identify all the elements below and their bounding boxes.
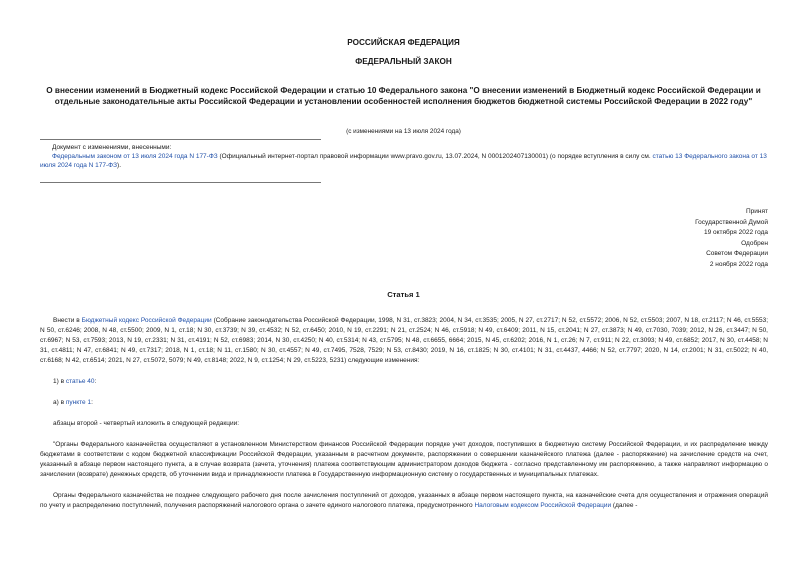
- divider-bottom: [40, 182, 321, 183]
- changes-label: Документ с изменениями, внесенными:: [52, 144, 172, 151]
- budget-code-link[interactable]: Бюджетный кодекс Российской Федерации: [81, 317, 212, 324]
- subitem-a-end: :: [91, 399, 93, 406]
- federal-law-177-link[interactable]: Федеральным законом от 13 июля 2024 года N 177-ФЗ: [52, 153, 218, 160]
- document-changes-info: [40, 143, 770, 170]
- paragraph-intro: [40, 316, 768, 366]
- paragraph-quoted-text: "Органы Федерального казначейства осуществляют в установленном Министерством финансов Российской Федерации порядке учет доходов, поступивших в бюджетную систему Российской Федерации, и их распределение между бюджетами в соответствии с кодом бюджетной классификации Российской Федерации, указанным в расчетном документе, распоряжении о совершении казначейского платежа (далее - распоряжение) на зачисление средств на счет, указанный в абзаце первом настоящего пункта, а в случае возврата (зачета, уточнения) платежа соответствующим администратором доходов бюджета - согласно представленному им распоряжению, а также направляют информацию о зачислении (возврате) денежных средств, об уточнении вида и принадлежности платежа в Государственную информационную систему о государственных и муниципальных платежах.: [40, 441, 768, 478]
- paragraph-treasury: [40, 491, 768, 511]
- law-heading: О внесении изменений в Бюджетный кодекс Российской Федерации и статью 10 Федерального закона "О внесении изменений в Бюджетный кодекс Российской Федерации и отдельные законодательные акты Российской Федерации и установлении особенностей исполнения бюджетов бюджетной системы Российской Федерации в 2022 году": [46, 86, 761, 106]
- paragraph-item-1: [40, 377, 768, 387]
- approved-date: 2 ноября 2022 года: [709, 260, 768, 268]
- adopted-date: 19 октября 2022 года: [703, 229, 768, 236]
- paragraph-intro-rest: (Собрание законодательства Российской Федерации, 1998, N 31, ст.3823; 2004, N 34, ст.3535; 2005, N 27, ст.2717; N 52, ст.5572; 2006, N 52, ст.5503; 2007, N 18, ст.2117; N 46, ст.5553; N 50, ст.6246; 2008, N 48, ст.5500; 2009, N 1, ст.18; N 30, ст.3739; N 39, ст.4532; N 52, ст.6450; 2010, N 19, ст.2291; N 21, ст.2524; N 46, ст.5918; N 49, ст.6409; 2011, N 15, ст.2041; N 27, ст.3873; N 49, ст.7030, 7039; 2012, N 26, ст.3447; N 50, ст.6967; N 53, ст.7593; 2013, N 19, ст.2331; N 31, ст.4191; N 52, ст.6983; 2014, N 30, ст.4250; N 40, ст.5314; N 43, ст.5795; N 48, ст.6655, 6664; 2015, N 45, ст.6202; 2016, N 1, ст.26; N 7, ст.911; N 22, ст.3093; N 49, ст.6852; 2017, N 30, ст.4458; N 31, ст.4811; N 47, ст.6841; N 49, ст.7317; 2018, N 1, ст.18; N 11, ст.1580; N 30, ст.4557; N 49, ст.7495, 7528, 7529; N 53, ст.8430; 2019, N 16, ст.1825; N 30, ст.4101; N 31, ст.4437, 4466; N 52, ст.7797; 2020, N 14, ст.2001; N 31, ст.5022; N 40, ст.6168; N 42, ст.6514; 2021, N 27, ст.5072, 5079; N 49, ст.8148; 2022, N 9, ст.1254; N 29, ст.5223, 5231) следующие изменения:: [40, 317, 768, 364]
- amendment-note: (с изменениями на 13 июля 2024 года): [346, 128, 461, 135]
- paragraph-instruction: абзацы второй - четвертый изложить в следующей редакции:: [53, 420, 240, 427]
- paragraph-intro-start: Внести в: [53, 317, 82, 324]
- treasury-text-start: Органы Федерального казначейства не позднее следующего рабочего дня после зачисления поступлений от доходов, указанных в абзаце первом настоящего пункта, на казначейские счета для осуществления и отражения операций по учету и распределению поступлений, получения распоряжений налогового органа о зачете единого налогового платежа, предусмотренного: [40, 492, 768, 509]
- adoption-block: [608, 207, 768, 270]
- country-title: РОССИЙСКАЯ ФЕДЕРАЦИЯ: [347, 38, 460, 47]
- changes-end-text: ).: [117, 162, 122, 169]
- changes-text: [40, 152, 770, 170]
- subitem-a-start: а) в: [53, 399, 66, 406]
- adopted-body: Государственной Думой: [695, 218, 768, 226]
- approved-label: Одобрен: [741, 239, 768, 247]
- article-13-link[interactable]: статью 13 Федерального закона от 13 июля 2024 года N 177-ФЗ: [40, 153, 767, 169]
- article-heading: Статья 1: [387, 290, 420, 299]
- article-body: [40, 316, 768, 511]
- divider-top: [40, 139, 321, 140]
- treasury-text-end: (далее -: [611, 502, 638, 509]
- article-40-link[interactable]: статье 40: [65, 378, 95, 385]
- item-1-end: :: [94, 378, 97, 385]
- tax-code-link[interactable]: Налоговым кодексом Российской Федерации: [474, 502, 612, 509]
- changes-source-text: (Официальный интернет-портал правовой информации www.pravo.gov.ru, 13.07.2024, N 0001202407130001) (о порядке вступления в силу см.: [217, 153, 653, 160]
- law-type-title: ФЕДЕРАЛЬНЫЙ ЗАКОН: [355, 57, 452, 66]
- adopted-label: Принят: [745, 208, 768, 215]
- approved-body: Советом Федерации: [706, 250, 768, 257]
- item-1-start: 1) в: [53, 378, 66, 385]
- clause-1-link[interactable]: пункте 1: [65, 399, 92, 406]
- paragraph-subitem-a: [40, 398, 768, 408]
